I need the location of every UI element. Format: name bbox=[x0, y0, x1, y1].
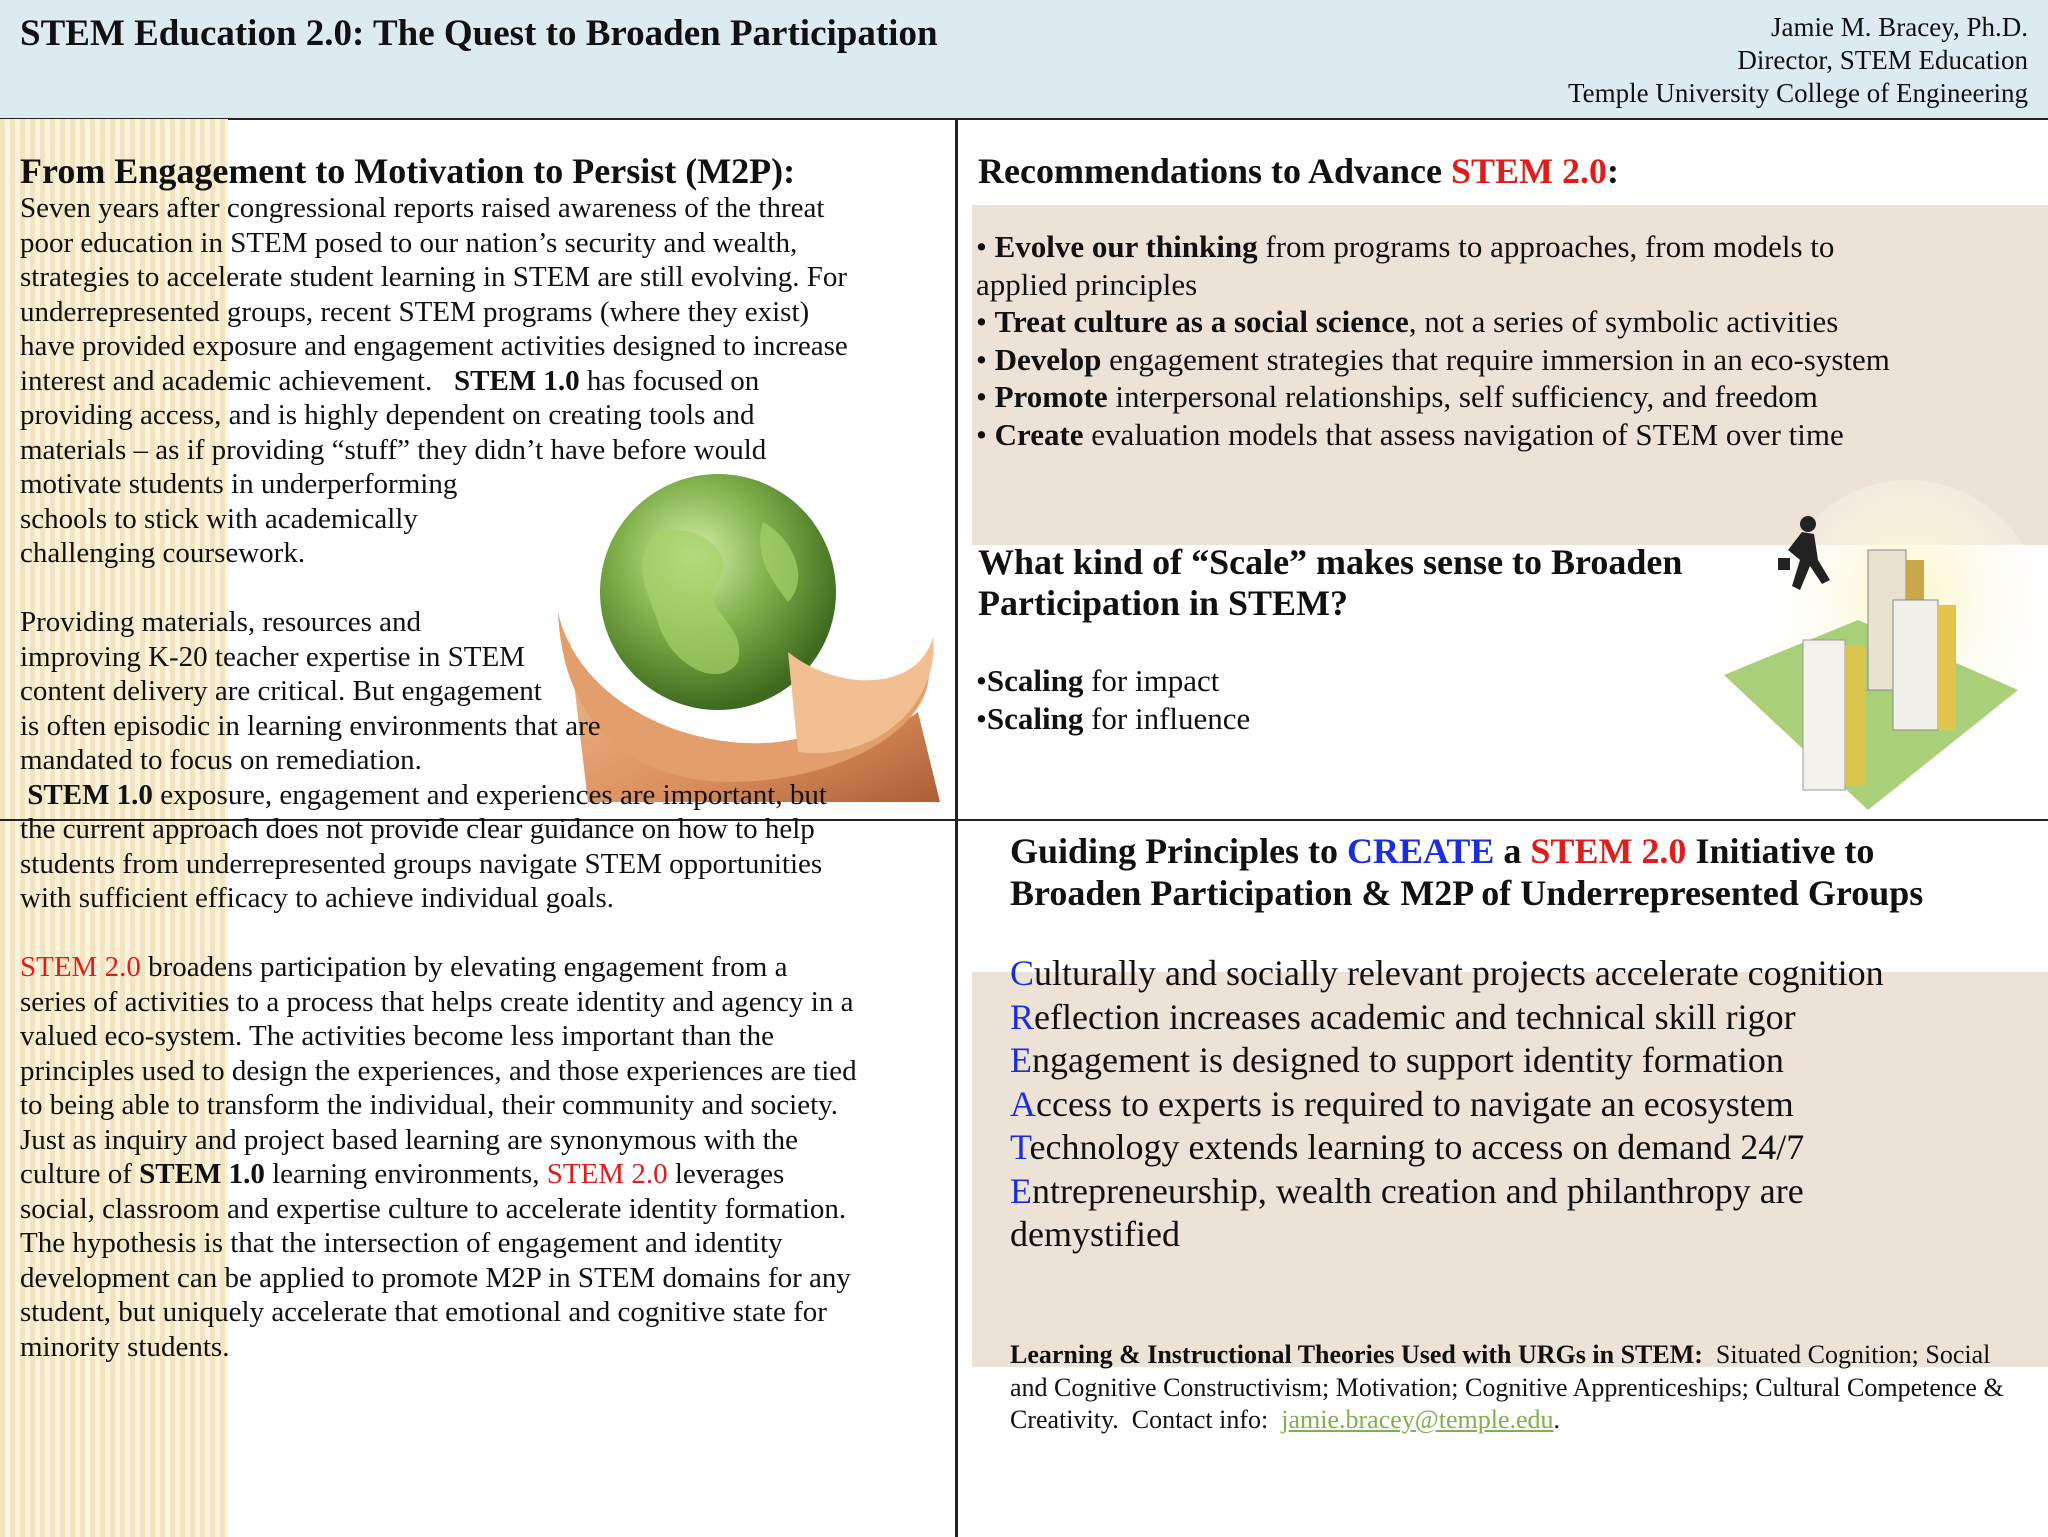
body-text: learning environments, bbox=[264, 1158, 547, 1190]
heading-text: Recommendations to Advance bbox=[978, 151, 1451, 191]
acrostic-letter: E bbox=[1010, 1170, 1032, 1211]
stem1-label: STEM 1.0 bbox=[20, 778, 153, 811]
item-bold: Develop bbox=[994, 341, 1102, 377]
body-line: mandated to focus on remediation. bbox=[20, 744, 422, 776]
body-line: Seven years after congressional reports raised awareness of the threat bbox=[20, 192, 825, 224]
stem2-label: STEM 2.0 bbox=[20, 951, 141, 983]
body-text: has focused on bbox=[579, 364, 760, 397]
list-item bbox=[976, 303, 1890, 341]
header-bar bbox=[0, 0, 2048, 120]
body-text: broadens participation by elevating engagement from a bbox=[140, 951, 788, 983]
acrostic-item bbox=[1010, 1126, 1884, 1170]
contact-email-link[interactable]: jamie.bracey@temple.edu bbox=[1281, 1405, 1554, 1434]
acrostic-text: ntrepreneurship, wealth creation and philanthropy are bbox=[1032, 1170, 1804, 1211]
acrostic-letter: E bbox=[1010, 1040, 1032, 1080]
acrostic-letter: C bbox=[1010, 953, 1035, 993]
acrostic-text: echnology extends learning to access on demand 24/7 bbox=[1029, 1127, 1805, 1167]
body-line: Just as inquiry and project based learning are synonymous with the bbox=[20, 1123, 799, 1156]
item-text: interpersonal relationships, self sufficiency, and freedom bbox=[1107, 379, 1818, 414]
item-text: , not a series of symbolic activities bbox=[1408, 304, 1839, 339]
acrostic-letter: T bbox=[1010, 1127, 1030, 1167]
body-line: The hypothesis is that the intersection of engagement and identity bbox=[20, 1227, 783, 1259]
body-line: materials – as if providing “stuff” they didn’t have before would bbox=[20, 433, 767, 466]
body-line: improving K-20 teacher expertise in STEM bbox=[20, 640, 525, 673]
body-line: development can be applied to promote M2P in STEM domains for any bbox=[20, 1261, 851, 1294]
item-text: for impact bbox=[1083, 663, 1220, 698]
body-line: underrepresented groups, recent STEM programs (where they exist) bbox=[20, 295, 810, 328]
body-line: principles used to design the experiences, and those experiences are tied bbox=[20, 1054, 857, 1087]
item-bold: Scaling bbox=[986, 700, 1084, 736]
poster-title: STEM Education 2.0: The Quest to Broaden Participation bbox=[20, 13, 938, 54]
body-line: series of activities to a process that helps create identity and agency in a bbox=[20, 985, 854, 1018]
body-line: is often episodic in learning environments that are bbox=[20, 709, 601, 742]
theories-label: Learning & Instructional Theories Used with URGs in STEM: bbox=[1010, 1340, 1703, 1369]
body-line: students from underrepresented groups navigate STEM opportunities bbox=[20, 847, 823, 880]
list-item bbox=[976, 662, 1250, 700]
body-line: Providing materials, resources and bbox=[20, 606, 422, 638]
body-line bbox=[20, 364, 950, 399]
body-line: motivate students in underperforming bbox=[20, 468, 458, 500]
body-line: minority students. bbox=[20, 1330, 230, 1363]
body-text: exposure, engagement and experiences are important, but bbox=[152, 778, 827, 811]
list-item bbox=[976, 700, 1250, 738]
create-label: CREATE bbox=[1347, 831, 1495, 871]
bullet: • bbox=[976, 663, 987, 698]
scale-heading bbox=[978, 542, 1682, 624]
bullet: • bbox=[976, 304, 995, 339]
stem1-label: STEM 1.0 bbox=[139, 1158, 265, 1190]
recommendations-heading bbox=[978, 150, 1619, 192]
list-item bbox=[976, 228, 1890, 266]
bullet: • bbox=[976, 341, 995, 377]
body-line: schools to stick with academically bbox=[20, 502, 418, 535]
author-org: Temple University College of Engineering bbox=[1568, 78, 2028, 108]
create-acrostic bbox=[1010, 952, 1884, 1257]
body-line: with sufficient efficacy to achieve individual goals. bbox=[20, 882, 615, 914]
acrostic-text: ngagement is designed to support identity formation bbox=[1032, 1040, 1784, 1080]
list-item bbox=[976, 416, 1890, 454]
heading-line bbox=[1010, 830, 1923, 872]
item-bold: Scaling bbox=[986, 663, 1084, 698]
item-bold: Promote bbox=[994, 379, 1108, 414]
m2p-heading: From Engagement to Motivation to Persist (M2P): bbox=[20, 151, 796, 191]
scale-list bbox=[976, 662, 1250, 737]
item-text: for influence bbox=[1083, 700, 1251, 736]
theories-text: Situated Cognition; Social and Cognitive Constructivism; Motivation; Cognitive Apprenticeships; Cultural Competence & Creativity. Contact info: bbox=[1010, 1340, 2011, 1434]
theories-note bbox=[1010, 1339, 2020, 1437]
bullet: • bbox=[976, 379, 995, 414]
heading-text: Initiative to bbox=[1686, 831, 1875, 871]
author-role: Director, STEM Education bbox=[1737, 45, 2028, 75]
bullet: • bbox=[976, 416, 995, 452]
heading-text: : bbox=[1607, 151, 1620, 191]
stem2-label: STEM 2.0 bbox=[1450, 151, 1608, 191]
list-item bbox=[976, 378, 1890, 416]
item-bold: Treat culture as a social science bbox=[994, 304, 1409, 339]
m2p-body bbox=[20, 191, 950, 1364]
heading-line: Broaden Participation & M2P of Underrepresented Groups bbox=[1010, 873, 1924, 913]
body-line: valued eco-system. The activities become less important than the bbox=[20, 1020, 775, 1052]
stem2-label: STEM 2.0 bbox=[546, 1158, 668, 1190]
list-item bbox=[976, 341, 1890, 379]
body-line bbox=[20, 1157, 950, 1192]
acrostic-item bbox=[1010, 1170, 1884, 1214]
body-line: strategies to accelerate student learning in STEM are still evolving. For bbox=[20, 261, 848, 293]
item-text: from programs to approaches, from models to bbox=[1257, 229, 1835, 264]
body-line bbox=[20, 950, 950, 985]
acrostic-text: ccess to experts is required to navigate an ecosystem bbox=[1036, 1083, 1794, 1124]
body-line: to being able to transform the individual, their community and society. bbox=[20, 1089, 838, 1121]
body-line bbox=[20, 778, 950, 813]
body-line: social, classroom and expertise culture to accelerate identity formation. bbox=[20, 1192, 847, 1225]
body-line: student, but uniquely accelerate that emotional and cognitive state for bbox=[20, 1296, 827, 1328]
theories-text: . bbox=[1553, 1405, 1561, 1434]
heading-text: a bbox=[1494, 831, 1531, 871]
acrostic-text: eflection increases academic and technical skill rigor bbox=[1034, 996, 1796, 1037]
principles-heading bbox=[1010, 830, 1923, 914]
acrostic-item bbox=[1010, 952, 1884, 996]
heading-text: Guiding Principles to bbox=[1010, 831, 1348, 871]
body-text: culture of bbox=[20, 1158, 140, 1190]
body-line: have provided exposure and engagement activities designed to increase bbox=[20, 330, 848, 362]
heading-line: Participation in STEM? bbox=[978, 583, 1349, 623]
stem2-label: STEM 2.0 bbox=[1530, 831, 1687, 871]
body-line: challenging coursework. bbox=[20, 537, 306, 569]
acrostic-letter: R bbox=[1010, 996, 1035, 1037]
bullet: • bbox=[976, 229, 995, 264]
recommendations-list bbox=[976, 228, 1890, 453]
acrostic-item bbox=[1010, 1039, 1884, 1083]
author-name: Jamie M. Bracey, Ph.D. bbox=[1771, 12, 2028, 42]
acrostic-text: ulturally and socially relevant projects accelerate cognition bbox=[1034, 953, 1884, 993]
businessman-climbing-buildings-image bbox=[1718, 480, 2043, 810]
body-line: content delivery are critical. But engagement bbox=[20, 675, 542, 707]
acrostic-item bbox=[1010, 996, 1884, 1040]
body-text: interest and academic achievement. bbox=[20, 364, 454, 397]
list-item-wrap: applied principles bbox=[976, 266, 1198, 302]
body-line: providing access, and is highly dependent on creating tools and bbox=[20, 399, 755, 431]
item-bold: Create bbox=[994, 416, 1084, 452]
item-bold: Evolve our thinking bbox=[994, 229, 1258, 264]
heading-line: What kind of “Scale” makes sense to Broaden bbox=[978, 542, 1683, 582]
acrostic-item bbox=[1010, 1083, 1884, 1127]
acrostic-letter: A bbox=[1010, 1083, 1036, 1124]
body-line: the current approach does not provide clear guidance on how to help bbox=[20, 813, 815, 845]
stem1-label: STEM 1.0 bbox=[453, 364, 580, 397]
bullet: • bbox=[976, 700, 987, 736]
item-text: evaluation models that assess navigation of STEM over time bbox=[1083, 416, 1844, 452]
item-text: engagement strategies that require immersion in an eco-system bbox=[1101, 341, 1890, 377]
body-line: poor education in STEM posed to our nation’s security and wealth, bbox=[20, 226, 798, 259]
vertical-divider bbox=[955, 119, 958, 1537]
acrostic-wrap: demystified bbox=[1010, 1214, 1180, 1254]
body-text: leverages bbox=[667, 1158, 785, 1190]
